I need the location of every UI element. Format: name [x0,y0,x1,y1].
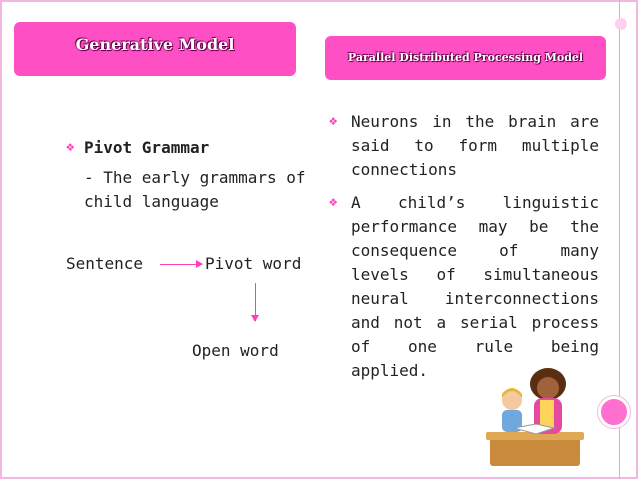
pdp-model-header: Parallel Distributed Processing Model [325,36,606,80]
performance-point: A child’s linguistic performance may be the consequence of many levels of simultaneous neural interconnections and not a serial process of one rule being applied. [351,193,599,380]
teacher-child-reading-clipart [484,364,588,474]
arrow-down-icon [255,283,256,321]
bullet-icon: ❖ [66,139,75,155]
pivot-grammar-description: - The early grammars of child language [84,168,306,211]
sentence-label: Sentence [66,254,144,273]
pivot-word-label: Pivot word [205,254,302,273]
neurons-point: Neurons in the brain are said to form multiple connections [351,112,599,179]
bullet-icon: ❖ [329,194,338,210]
pivot-grammar-label: Pivot Grammar [84,138,210,157]
arrow-right-icon [160,264,202,265]
generative-model-header: Generative Model [14,22,296,76]
decor-circle-top [615,18,627,30]
open-word-label: Open word [192,341,279,360]
decor-circle-right [598,396,630,428]
bullet-icon: ❖ [329,113,338,129]
